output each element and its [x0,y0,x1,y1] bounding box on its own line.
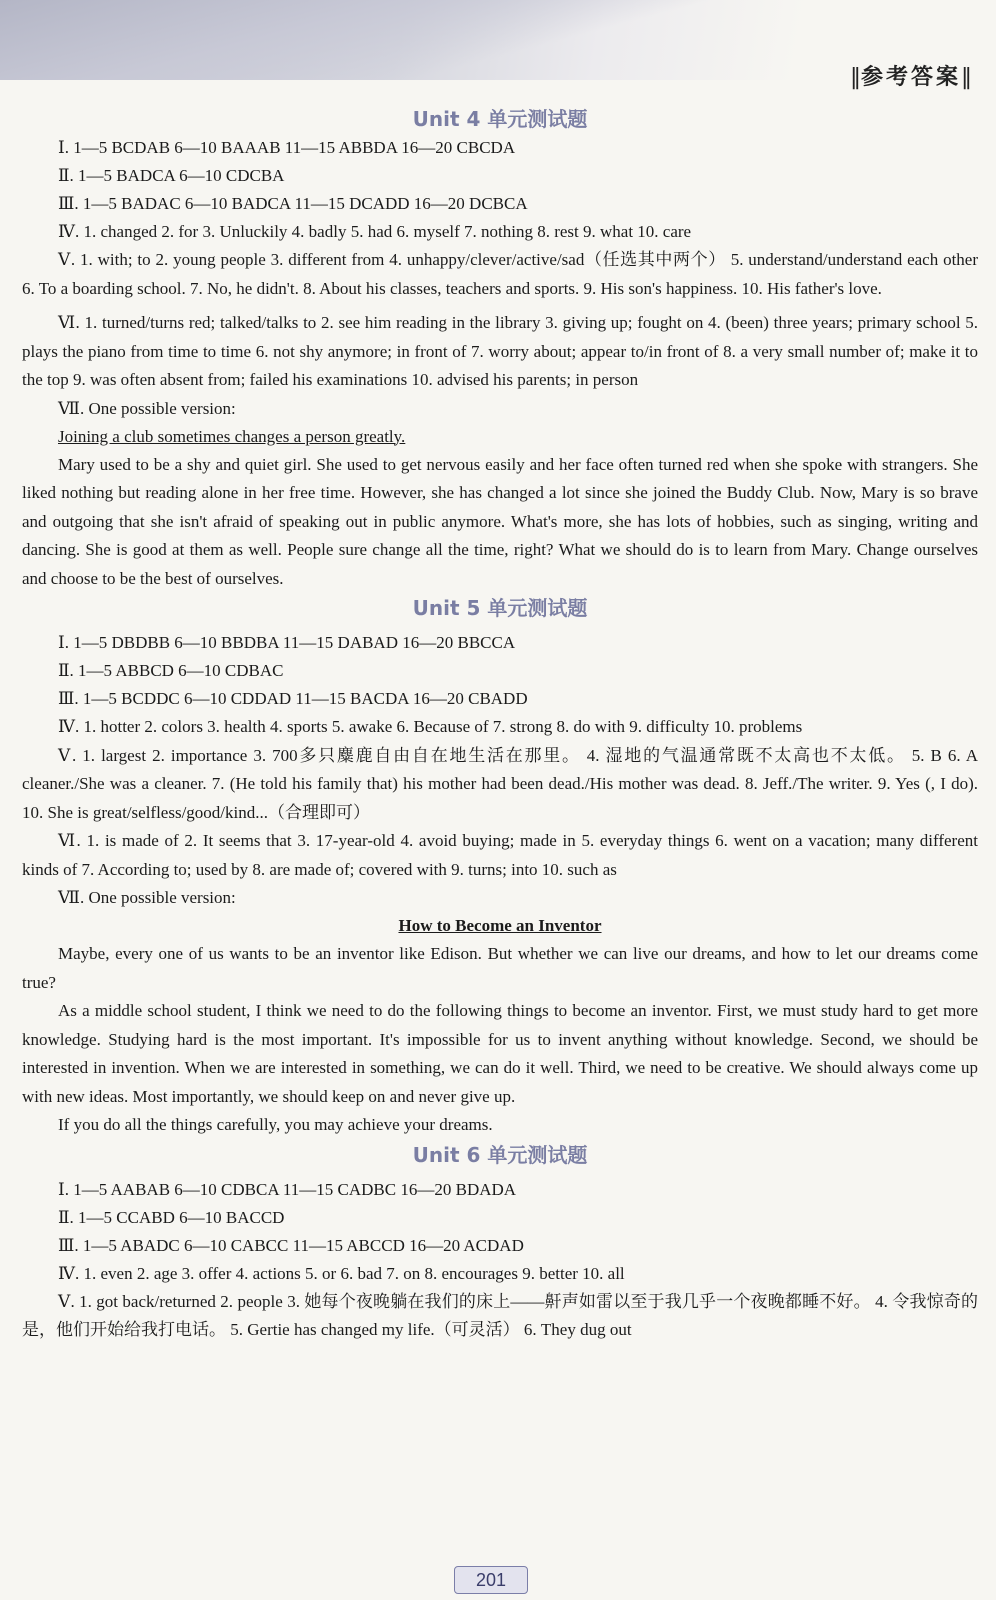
unit4-part6: Ⅵ. 1. turned/turns red; talked/talks to 2. see him reading in the library 3. giving up; fought on 4. (been) three years; primary school 5. plays the piano from time to time 6. not shy anymore; in front of 7. worry about; appear to/in front of 8. a very small number of; make it to the top 9. was often absent from; failed his examinations 10. advised his parents; in person [22,313,978,389]
unit6-part4: Ⅳ. 1. even 2. age 3. offer 4. actions 5. or 6. bad 7. on 8. encourages 9. better 10. all [58,1263,625,1283]
unit4-part3: Ⅲ. 1—5 BADAC 6—10 BADCA 11—15 DCADD 16—20 DCBCA [58,194,528,213]
unit4-part7-label: Ⅶ. One possible version: [58,398,236,418]
page-number: 201 [454,1566,528,1594]
unit5-essay-paragraph: If you do all the things carefully, you may achieve your dreams. [58,1115,493,1134]
unit5-essay-title: How to Become an Inventor [398,916,602,935]
unit5-part4: Ⅳ. 1. hotter 2. colors 3. health 4. sports 5. awake 6. Because of 7. strong 8. do with 9. difficulty 10. problems [58,717,803,736]
unit6-part5: Ⅴ. 1. got back/returned 2. people 3. 她每个夜晚躺在我们的床上——鼾声如雷以至于我几乎一个夜晚都睡不好。 4. 令我惊奇的是，他们开始给我打电话。 5. Gertie has changed my life.（可灵活） 6. They dug out [22,1291,978,1339]
unit4-part4: Ⅳ. 1. changed 2. for 3. Unluckily 4. badly 5. had 6. myself 7. nothing 8. rest 9. what 10. care [58,222,692,241]
unit5-part7-label: Ⅶ. One possible version: [58,888,236,907]
section-tag: ‖参考答案‖ [849,65,972,90]
unit6-part2: Ⅱ. 1—5 CCABD 6—10 BACCD [58,1207,285,1227]
unit5-part2: Ⅱ. 1—5 ABBCD 6—10 CDBAC [58,661,284,680]
unit5-part3: Ⅲ. 1—5 BCDDC 6—10 CDDAD 11—15 BACDA 16—20 CBADD [58,689,528,708]
unit5-part5: Ⅴ. 1. largest 2. importance 3. 700多只麋鹿自由自在地生活在那里。 4. 湿地的气温通常既不太高也不太低。 5. B 6. A cleaner./She was a cleaner. 7. (He told his family that) his mother had been dead./His mother was dead. 8. Jeff./The writer. 9. Yes (, I do). 10. She is great/selfless/good/kind...（合理即可） [22,745,978,822]
unit5-essay-paragraph: Maybe, every one of us wants to be an inventor like Edison. But whether we can live our dreams, and how to let our dreams come true? [22,944,978,992]
unit6-part3: Ⅲ. 1—5 ABADC 6—10 CABCC 11—15 ABCCD 16—20 ACDAD [58,1235,524,1255]
unit4-title: Unit 4 单元测试题 [412,107,588,131]
unit5-title: Unit 5 单元测试题 [412,596,588,620]
unit5-essay-paragraph: As a middle school student, I think we need to do the following things to become an inventor. First, we must study hard to get more knowledge. Studying hard is the most important. It's impossible for us to invent anything without knowledge. Second, we should be interested in invention. When we are interested in something, we can do it well. Third, we need to be creative. We should always come up with new ideas. Most importantly, we should keep on and never give up. [22,1001,978,1106]
answer-content [22,104,978,1345]
unit4-part1: Ⅰ. 1—5 BCDAB 6—10 BAAAB 11—15 ABBDA 16—20 CBCDA [58,138,516,157]
unit4-part5: Ⅴ. 1. with; to 2. young people 3. different from 4. unhappy/clever/active/sad（任选其中两个） 5. understand/understand each other 6. To a boarding school. 7. No, he didn't. 8. About his classes, teachers and sports. 9. His son's happiness. 10. His father's love. [22,250,978,298]
unit5-part1: Ⅰ. 1—5 DBDBB 6—10 BBDBA 11—15 DABAD 16—20 BBCCA [58,633,516,652]
unit6-part1: Ⅰ. 1—5 AABAB 6—10 CDBCA 11—15 CADBC 16—20 BDADA [58,1179,517,1199]
unit4-essay-title: Joining a club sometimes changes a person greatly. [58,426,406,446]
unit5-part6: Ⅵ. 1. is made of 2. It seems that 3. 17-year-old 4. avoid buying; made in 5. everyday things 6. went on a vacation; many different kinds of 7. According to; used by 8. are made of; covered with 9. turns; into 10. such as [22,831,978,879]
header-band [0,0,996,80]
unit4-part2: Ⅱ. 1—5 BADCA 6—10 CDCBA [58,166,285,185]
unit4-essay: Mary used to be a shy and quiet girl. She used to get nervous easily and her face often turned red when she spoke with strangers. She liked nothing but reading alone in her free time. However, she has changed a lot since she joined the Buddy Club. Now, Mary is so brave and outgoing that she isn't afraid of speaking out in public anymore. What's more, she has lots of hobbies, such as singing, writing and dancing. She is good at them as well. People sure change all the time, right? What we should do is to learn from Mary. Change ourselves and choose to be the best of ourselves. [22,454,978,588]
unit6-title: Unit 6 单元测试题 [412,1142,588,1167]
